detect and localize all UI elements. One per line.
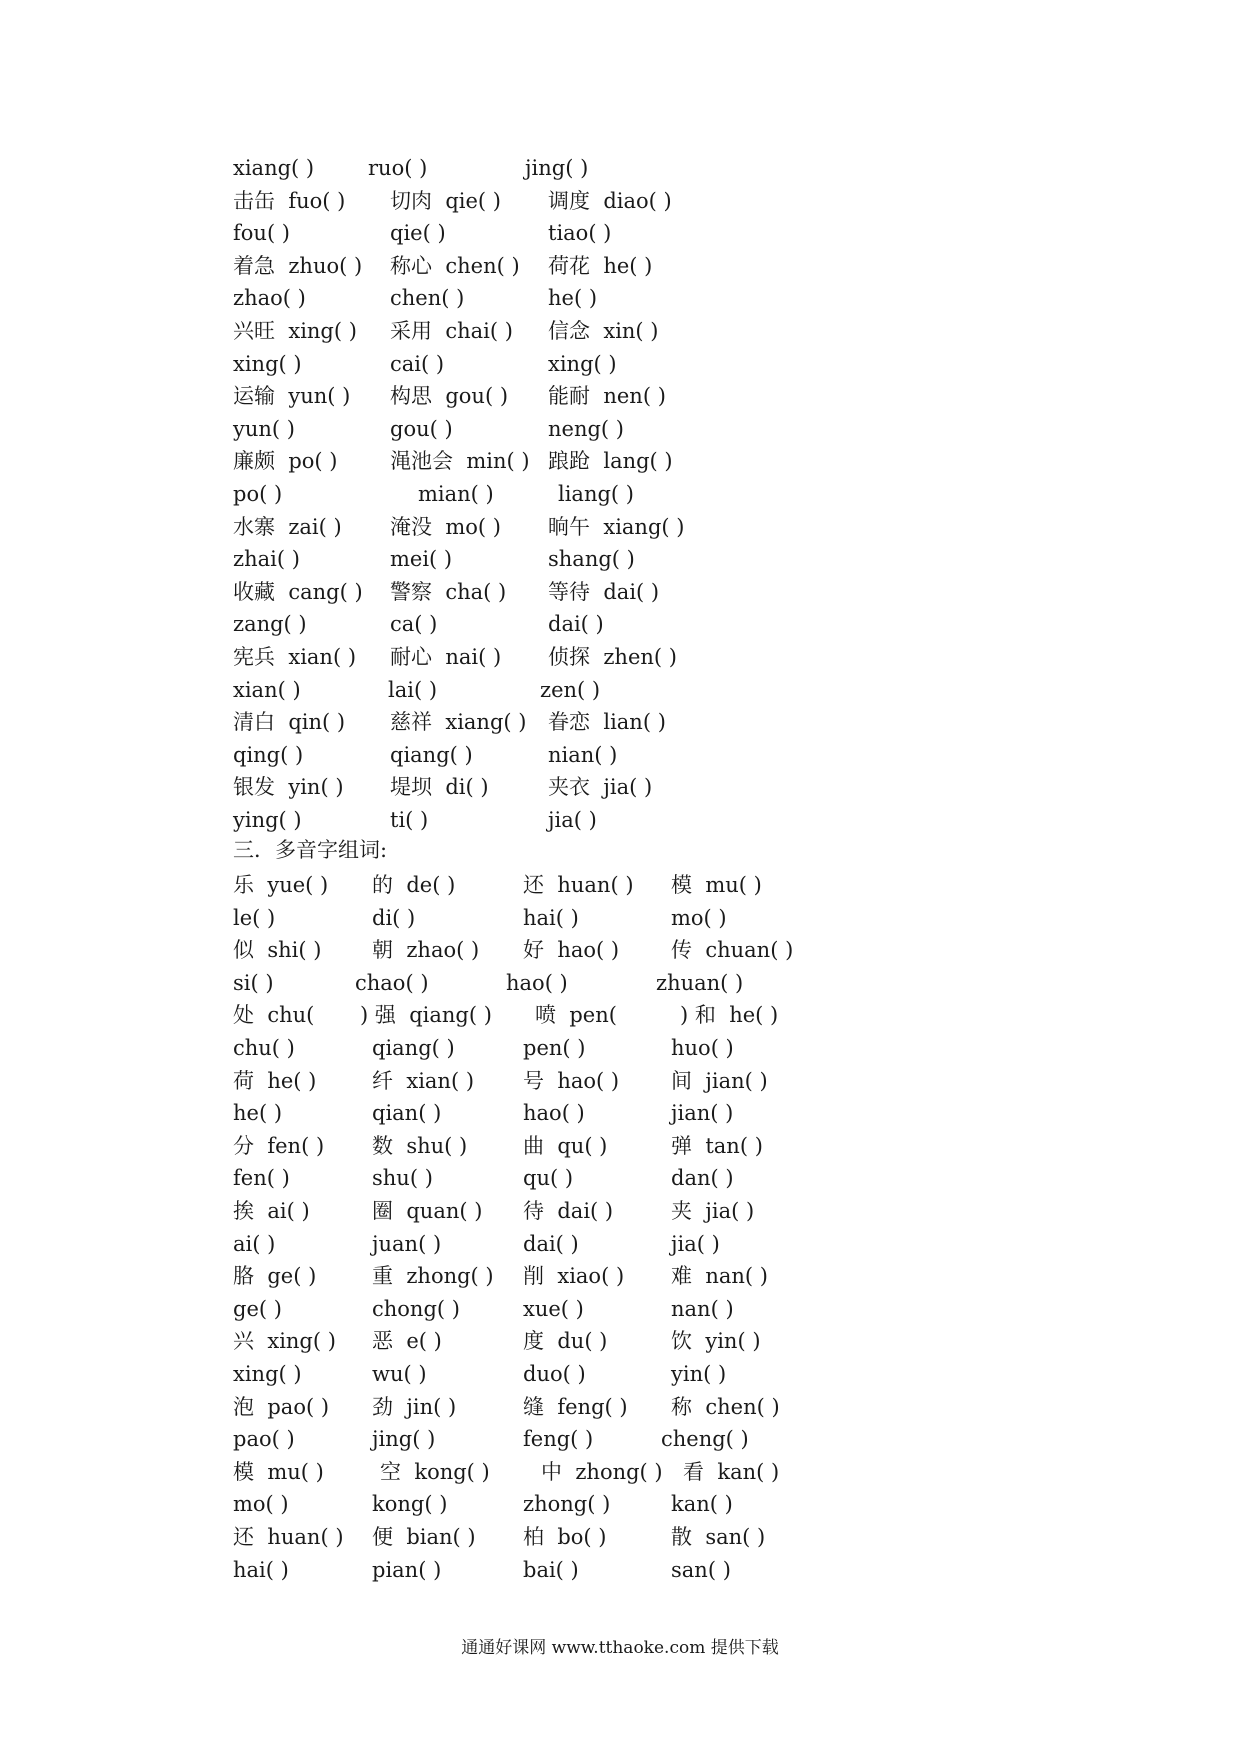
word-row bbox=[0, 348, 1240, 380]
word-cell: fou( ) bbox=[233, 221, 291, 246]
word-cell: cai( ) bbox=[390, 351, 445, 376]
word-cell: jing( ) bbox=[372, 1427, 436, 1452]
word-cell: ) 强 qiang( ) bbox=[360, 1003, 492, 1028]
word-cell: 便 bian( ) bbox=[372, 1525, 476, 1549]
word-row bbox=[0, 250, 1240, 282]
word-cell: 纤 xian( ) bbox=[372, 1068, 475, 1093]
word-cell: ge( ) bbox=[233, 1296, 282, 1321]
word-row bbox=[0, 771, 1240, 803]
word-cell: 曲 qu( ) bbox=[523, 1133, 608, 1158]
word-cell: 看 kan( ) bbox=[683, 1459, 780, 1484]
word-cell: 待 dai( ) bbox=[523, 1199, 614, 1223]
word-cell: 慈祥 xiang( ) bbox=[390, 710, 527, 735]
word-cell: chong( ) bbox=[372, 1296, 460, 1321]
word-row bbox=[0, 869, 1240, 901]
word-cell: qian( ) bbox=[372, 1101, 442, 1126]
word-cell: 堤坝 di( ) bbox=[390, 775, 489, 800]
word-cell: zen( ) bbox=[540, 677, 601, 702]
word-row bbox=[0, 1554, 1240, 1586]
word-cell: 度 du( ) bbox=[523, 1329, 608, 1354]
word-cell: zhai( ) bbox=[233, 547, 300, 572]
word-cell: si( ) bbox=[233, 970, 274, 995]
word-row bbox=[0, 1456, 1240, 1488]
word-cell: 着急 zhuo( ) bbox=[233, 253, 363, 278]
word-cell: fen( ) bbox=[233, 1166, 290, 1191]
word-row bbox=[0, 478, 1240, 510]
word-cell: 构思 gou( ) bbox=[390, 384, 509, 409]
word-cell: 好 hao( ) bbox=[523, 938, 620, 963]
word-cell: dai( ) bbox=[548, 612, 604, 637]
word-cell: 耐心 nai( ) bbox=[390, 645, 502, 669]
word-row bbox=[0, 1162, 1240, 1194]
word-cell: zhao( ) bbox=[233, 286, 306, 311]
word-cell: jing( ) bbox=[525, 156, 589, 180]
word-cell: qing( ) bbox=[233, 742, 304, 767]
word-row bbox=[0, 1130, 1240, 1162]
word-cell: 眷恋 lian( ) bbox=[548, 710, 666, 735]
word-cell: 处 chu( bbox=[233, 1003, 315, 1028]
word-cell: 清白 qin( ) bbox=[233, 710, 346, 735]
word-row bbox=[0, 1097, 1240, 1129]
word-cell: 还 huan( ) bbox=[523, 873, 634, 897]
word-row bbox=[0, 511, 1240, 543]
word-cell: 弹 tan( ) bbox=[671, 1133, 763, 1158]
word-cell: chen( ) bbox=[390, 286, 465, 311]
word-cell: jia( ) bbox=[671, 1231, 720, 1256]
word-row bbox=[0, 1423, 1240, 1455]
word-row bbox=[0, 608, 1240, 640]
word-cell: mian( ) bbox=[418, 482, 494, 506]
word-cell: 宪兵 xian( ) bbox=[233, 645, 357, 669]
word-cell: xing( ) bbox=[233, 1362, 302, 1386]
word-cell: 运输 yun( ) bbox=[233, 384, 351, 409]
word-cell: mei( ) bbox=[390, 547, 453, 572]
word-cell: 泡 pao( ) bbox=[233, 1394, 330, 1419]
word-cell: pian( ) bbox=[372, 1557, 442, 1582]
word-cell: 称心 chen( ) bbox=[390, 253, 520, 278]
word-row bbox=[0, 1228, 1240, 1260]
word-cell: qiang( ) bbox=[372, 1036, 455, 1060]
word-cell: gou( ) bbox=[390, 416, 453, 441]
word-cell: di( ) bbox=[372, 905, 416, 930]
word-cell: nian( ) bbox=[548, 742, 618, 767]
section3-heading: 三．多音字组词: bbox=[233, 838, 388, 862]
word-cell: 朝 zhao( ) bbox=[372, 938, 480, 963]
word-cell: 间 jian( ) bbox=[671, 1068, 768, 1093]
word-cell: bai( ) bbox=[523, 1557, 579, 1582]
word-cell: 调度 diao( ) bbox=[548, 188, 672, 213]
word-cell: 恶 e( ) bbox=[372, 1329, 442, 1354]
word-cell: jia( ) bbox=[548, 808, 597, 832]
word-cell: 渑池会 min( ) bbox=[390, 449, 530, 474]
word-cell: pen( ) bbox=[523, 1036, 586, 1060]
word-row bbox=[0, 315, 1240, 347]
word-cell: 兴 xing( ) bbox=[233, 1329, 336, 1354]
word-cell: huo( ) bbox=[671, 1036, 734, 1060]
word-cell: juan( ) bbox=[372, 1231, 442, 1256]
word-cell: 能耐 nen( ) bbox=[548, 384, 666, 409]
word-cell: 号 hao( ) bbox=[523, 1068, 620, 1093]
word-cell: yun( ) bbox=[233, 416, 295, 441]
word-cell: le( ) bbox=[233, 905, 276, 930]
word-cell: 淹没 mo( ) bbox=[390, 514, 501, 539]
word-cell: 中 zhong( ) bbox=[541, 1459, 663, 1484]
word-cell: 夹 jia( ) bbox=[671, 1199, 755, 1223]
word-cell: 还 huan( ) bbox=[233, 1525, 344, 1549]
word-row bbox=[0, 185, 1240, 217]
word-cell: zhuan( ) bbox=[656, 970, 744, 995]
word-cell: 兴旺 xing( ) bbox=[233, 319, 357, 343]
word-row bbox=[0, 576, 1240, 608]
word-cell: 切肉 qie( ) bbox=[390, 188, 501, 213]
word-row bbox=[0, 445, 1240, 477]
word-cell: qiang( ) bbox=[390, 742, 473, 767]
word-cell: xian( ) bbox=[233, 677, 301, 702]
word-cell: 空 kong( ) bbox=[380, 1459, 490, 1484]
word-row bbox=[0, 152, 1240, 184]
word-cell: shu( ) bbox=[372, 1166, 433, 1191]
word-cell: ai( ) bbox=[233, 1231, 276, 1256]
word-row bbox=[0, 1032, 1240, 1064]
word-cell: 难 nan( ) bbox=[671, 1264, 768, 1289]
word-cell: 银发 yin( ) bbox=[233, 775, 344, 800]
word-cell: 传 chuan( ) bbox=[671, 938, 794, 963]
word-cell: 荷 he( ) bbox=[233, 1068, 317, 1093]
word-row bbox=[0, 934, 1240, 966]
word-row bbox=[0, 999, 1240, 1031]
word-cell: 夹衣 jia( ) bbox=[548, 775, 653, 800]
word-cell: he( ) bbox=[233, 1101, 283, 1126]
word-row bbox=[0, 1260, 1240, 1292]
word-cell: kong( ) bbox=[372, 1492, 448, 1517]
word-cell: 侦探 zhen( ) bbox=[548, 645, 677, 669]
word-row bbox=[0, 1391, 1240, 1423]
word-cell: zhong( ) bbox=[523, 1492, 611, 1517]
word-row bbox=[0, 804, 1240, 836]
word-cell: dan( ) bbox=[671, 1166, 734, 1191]
word-cell: 缝 feng( ) bbox=[523, 1394, 628, 1419]
word-cell: 信念 xin( ) bbox=[548, 319, 659, 343]
word-cell: ying( ) bbox=[233, 808, 302, 832]
word-row bbox=[0, 380, 1240, 412]
word-cell: 水寨 zai( ) bbox=[233, 514, 342, 539]
word-cell: 柏 bo( ) bbox=[523, 1525, 607, 1549]
word-row bbox=[0, 902, 1240, 934]
word-cell: kan( ) bbox=[671, 1492, 733, 1517]
word-row bbox=[0, 1293, 1240, 1325]
word-cell: lai( ) bbox=[388, 677, 438, 702]
word-cell: tiao( ) bbox=[548, 221, 612, 246]
word-cell: 分 fen( ) bbox=[233, 1133, 325, 1158]
word-cell: qu( ) bbox=[523, 1166, 574, 1191]
word-cell: ) 和 he( ) bbox=[680, 1003, 779, 1028]
word-cell: po( ) bbox=[233, 482, 283, 506]
word-row bbox=[0, 1358, 1240, 1390]
word-row bbox=[0, 739, 1240, 771]
word-cell: zang( ) bbox=[233, 612, 307, 637]
word-cell: jian( ) bbox=[671, 1101, 734, 1126]
word-cell: 收藏 cang( ) bbox=[233, 579, 363, 604]
word-cell: 圈 quan( ) bbox=[372, 1199, 483, 1223]
word-cell: chao( ) bbox=[355, 970, 429, 995]
word-row bbox=[0, 967, 1240, 999]
word-cell: qie( ) bbox=[390, 221, 446, 246]
word-row bbox=[0, 674, 1240, 706]
word-cell: 荷花 he( ) bbox=[548, 253, 653, 278]
word-cell: 乐 yue( ) bbox=[233, 873, 329, 897]
word-cell: 廉颇 po( ) bbox=[233, 449, 338, 474]
word-cell: pao( ) bbox=[233, 1427, 295, 1452]
word-cell: 喷 pen( bbox=[535, 1003, 617, 1028]
word-cell: 击缶 fuo( ) bbox=[233, 188, 346, 213]
word-cell: 称 chen( ) bbox=[671, 1394, 780, 1419]
word-cell: 劲 jin( ) bbox=[372, 1394, 457, 1419]
word-cell: 挨 ai( ) bbox=[233, 1199, 310, 1223]
word-cell: he( ) bbox=[548, 286, 598, 311]
word-cell: hai( ) bbox=[233, 1557, 289, 1582]
word-cell: dai( ) bbox=[523, 1231, 579, 1256]
word-cell: 采用 chai( ) bbox=[390, 319, 513, 343]
word-cell: 数 shu( ) bbox=[372, 1133, 468, 1158]
word-cell: feng( ) bbox=[523, 1427, 594, 1452]
word-cell: 胳 ge( ) bbox=[233, 1264, 317, 1289]
word-cell: neng( ) bbox=[548, 416, 624, 441]
word-cell: duo( ) bbox=[523, 1362, 586, 1386]
word-row bbox=[0, 1065, 1240, 1097]
word-row bbox=[0, 1325, 1240, 1357]
word-cell: 饮 yin( ) bbox=[671, 1329, 761, 1354]
word-cell: 的 de( ) bbox=[372, 873, 456, 897]
word-cell: mo( ) bbox=[671, 905, 727, 930]
word-row bbox=[0, 1521, 1240, 1553]
word-cell: xing( ) bbox=[233, 351, 302, 376]
word-cell: 削 xiao( ) bbox=[523, 1264, 625, 1289]
word-row bbox=[0, 282, 1240, 314]
page-footer: 通通好课网 www.tthaoke.com 提供下载 bbox=[461, 1638, 779, 1658]
word-cell: hai( ) bbox=[523, 905, 579, 930]
word-cell: 散 san( ) bbox=[671, 1525, 766, 1549]
word-cell: ti( ) bbox=[390, 808, 429, 832]
word-cell: xue( ) bbox=[523, 1296, 584, 1321]
word-row bbox=[0, 217, 1240, 249]
word-cell: cheng( ) bbox=[661, 1427, 749, 1452]
word-cell: ca( ) bbox=[390, 612, 438, 637]
word-cell: hao( ) bbox=[523, 1101, 585, 1126]
word-cell: hao( ) bbox=[506, 970, 568, 995]
word-cell: 重 zhong( ) bbox=[372, 1264, 494, 1289]
word-row bbox=[0, 1488, 1240, 1520]
word-cell: 模 mu( ) bbox=[671, 873, 762, 897]
word-row bbox=[0, 706, 1240, 738]
word-row bbox=[0, 1195, 1240, 1227]
word-cell: mo( ) bbox=[233, 1492, 289, 1517]
word-cell: xiang( ) bbox=[233, 156, 315, 180]
word-cell: 踉跄 lang( ) bbox=[548, 449, 673, 474]
word-cell: yin( ) bbox=[671, 1362, 727, 1386]
word-cell: xing( ) bbox=[548, 351, 617, 376]
word-cell: chu( ) bbox=[233, 1036, 295, 1060]
word-row bbox=[0, 543, 1240, 575]
word-row bbox=[0, 413, 1240, 445]
word-cell: liang( ) bbox=[558, 482, 634, 506]
word-cell: shang( ) bbox=[548, 547, 635, 572]
word-cell: 模 mu( ) bbox=[233, 1459, 324, 1484]
word-cell: 等待 dai( ) bbox=[548, 579, 660, 604]
word-cell: wu( ) bbox=[372, 1362, 427, 1386]
word-cell: san( ) bbox=[671, 1557, 731, 1582]
word-cell: nan( ) bbox=[671, 1296, 734, 1321]
word-cell: 似 shi( ) bbox=[233, 938, 322, 963]
word-cell: 警察 cha( ) bbox=[390, 579, 507, 604]
word-row bbox=[0, 641, 1240, 673]
word-cell: 晌午 xiang( ) bbox=[548, 514, 685, 539]
word-cell: ruo( ) bbox=[368, 156, 428, 180]
